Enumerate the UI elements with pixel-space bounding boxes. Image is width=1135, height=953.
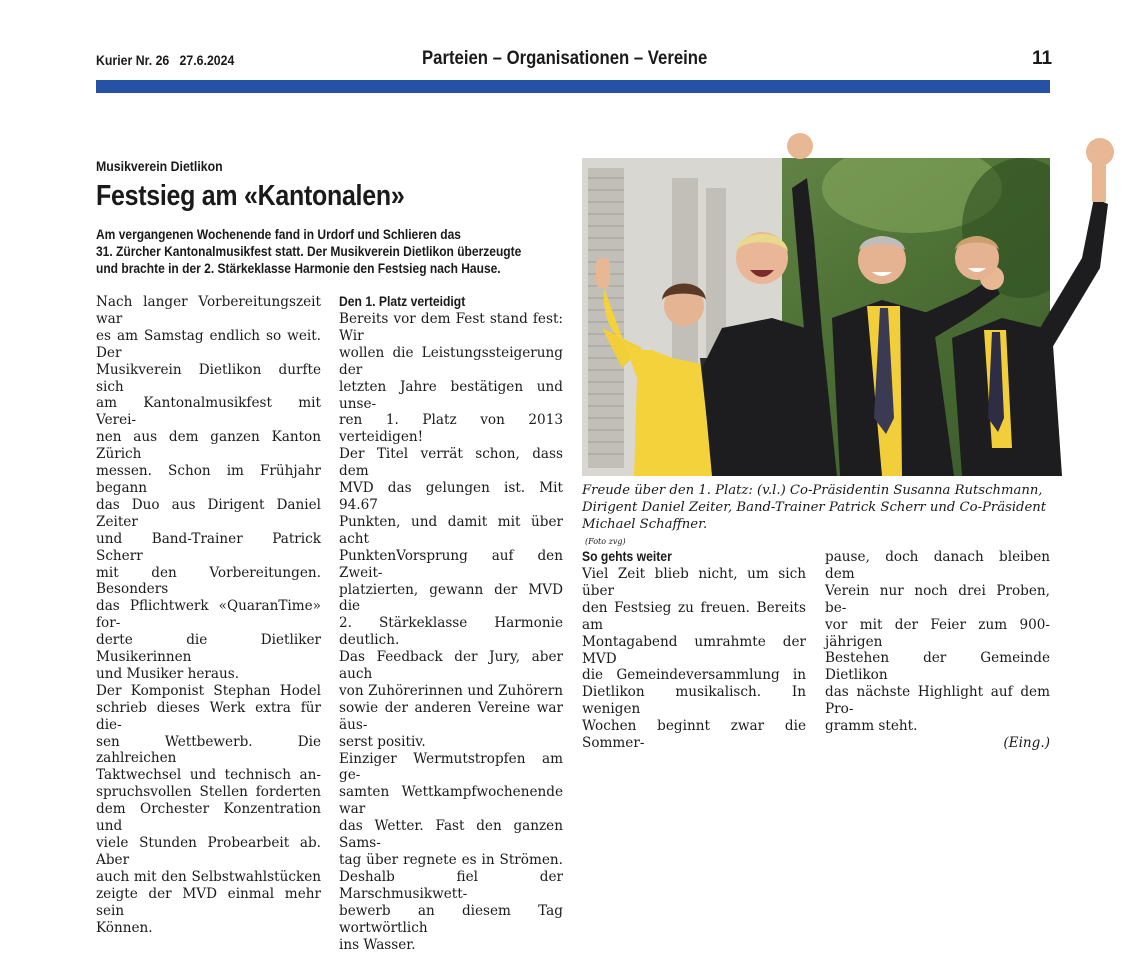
- photo-credit: (Foto zvg): [585, 537, 626, 546]
- text-line: gramm steht.: [825, 718, 918, 735]
- text-line: messen. Schon im Frühjahr begann: [96, 463, 321, 496]
- text-line: dem Orchester Konzentration und: [96, 801, 321, 835]
- article-lead: [96, 226, 568, 277]
- text-line: Dietlikon musikalisch. In wenigen: [582, 684, 806, 718]
- caption-line: Michael Schaffner. (Foto zvg): [582, 516, 1052, 550]
- text-line: auch mit den Selbstwahlstücken: [96, 868, 321, 885]
- text-line: Einziger Wermutstropfen am ge-: [339, 750, 563, 784]
- text-line: nen aus dem ganzen Kanton Zürich: [96, 429, 321, 463]
- text-line: am Kantonalmusikfest mit Verei-: [96, 395, 321, 429]
- text-line: und Musiker heraus.: [96, 665, 240, 682]
- text-line: das Duo aus Dirigent Daniel Zeiter: [96, 496, 321, 530]
- text-line: 2. Stärkeklasse Harmonie deutlich.: [339, 615, 563, 649]
- text-line: serst positiv.: [339, 733, 426, 750]
- text-line: den Festsieg zu freuen. Bereits am: [582, 599, 806, 633]
- column-3: [582, 566, 806, 752]
- issue-number: Kurier Nr. 26: [96, 52, 170, 68]
- text-line: Punkten, und damit mit über acht: [339, 513, 563, 547]
- text-line: vor mit der Feier zum 900-jährigen: [825, 616, 1050, 650]
- text-line: Das Feedback der Jury, aber auch: [339, 649, 563, 683]
- text-line: pause, doch danach bleiben dem: [825, 549, 1050, 582]
- caption-line: Dirigent Daniel Zeiter, Band-Trainer Patrick Scherr und Co-Präsident: [582, 500, 1047, 515]
- text-line: spruchsvollen Stellen forderten: [96, 784, 321, 801]
- article-signoff: (Eing.): [1003, 734, 1050, 751]
- lead-line: Am vergangenen Wochenende fand in Urdorf und Schlieren das: [96, 227, 461, 242]
- text-line: letzten Jahre bestätigen und unse-: [339, 378, 563, 412]
- text-line: das nächste Highlight auf dem Pro-: [825, 684, 1050, 718]
- text-line: viele Stunden Probearbeit ab. Aber: [96, 835, 321, 868]
- column-4: [825, 549, 1050, 752]
- text-line: das Pflichtwerk «QuaranTime» for-: [96, 598, 321, 632]
- text-line: die Gemeindeversammlung in: [582, 667, 806, 684]
- band-photo: [582, 118, 1120, 476]
- section-title: Parteien – Organisationen – Vereine: [422, 48, 708, 69]
- issue-date: 27.6.2024: [179, 52, 235, 68]
- column-1: [96, 294, 321, 936]
- header-rule: [96, 80, 1050, 93]
- text-line: Können.: [96, 919, 153, 936]
- article-headline: Festsieg am «Kantonalen»: [96, 180, 405, 212]
- subhead-first-place: Den 1. Platz verteidigt: [339, 294, 466, 309]
- page-number: 11: [1032, 48, 1053, 69]
- text-line: Wochen beginnt zwar die Sommer-: [582, 718, 806, 752]
- text-line: es am Samstag endlich so weit. Der: [96, 327, 321, 361]
- lead-line: 31. Zürcher Kantonalmusikfest statt. Der Musikverein Dietlikon überzeugte: [96, 244, 522, 259]
- text-line: Musikverein Dietlikon durfte sich: [96, 361, 321, 395]
- text-line: sen Wettbewerb. Die zahlreichen: [96, 733, 321, 767]
- text-line: platzierten, gewann der MVD die: [339, 581, 563, 615]
- text-line: das Wetter. Fast den ganzen Sams-: [339, 818, 563, 852]
- text-line: Der Komponist Stephan Hodel: [96, 682, 321, 699]
- lead-line: und brachte in der 2. Stärkeklasse Harmonie den Festsieg nach Hause.: [96, 261, 501, 276]
- subhead-whats-next: So gehts weiter: [582, 549, 672, 564]
- article-kicker: Musikverein Dietlikon: [96, 158, 223, 174]
- text-line: ren 1. Platz von 2013 verteidigen!: [339, 412, 563, 446]
- text-line: derte die Dietliker Musikerinnen: [96, 632, 321, 666]
- text-line: sowie der anderen Vereine war äus-: [339, 699, 563, 733]
- text-line: bewerb an diesem Tag wortwörtlich: [339, 902, 563, 936]
- text-line: PunktenVorsprung auf den Zweit-: [339, 547, 563, 581]
- text-line: Montagabend umrahmte der MVD: [582, 633, 806, 667]
- text-line: Deshalb fiel der Marschmusikwett-: [339, 868, 563, 902]
- text-line: Taktwechsel und technisch an-: [96, 767, 321, 784]
- text-line: samten Wettkampfwochenende war: [339, 784, 563, 818]
- text-line: Der Titel verrät schon, dass dem: [339, 446, 563, 480]
- text-line: und Band-Trainer Patrick Scherr: [96, 530, 321, 564]
- text-line: Bereits vor dem Fest stand fest: Wir: [339, 311, 563, 344]
- text-line: von Zuhörerinnen und Zuhörern: [339, 682, 563, 699]
- text-line: wollen die Leistungssteigerung der: [339, 344, 563, 378]
- text-line: MVD das gelungen ist. Mit 94.67: [339, 480, 563, 513]
- text-line: Nach langer Vorbereitungszeit war: [96, 294, 321, 327]
- text-line: ins Wasser.: [339, 936, 416, 953]
- text-line: zeigte der MVD einmal mehr sein: [96, 885, 321, 919]
- text-line: tag über regnete es in Strömen.: [339, 852, 563, 868]
- text-line: schrieb dieses Werk extra für die-: [96, 699, 321, 733]
- text-line: mit den Vorbereitungen. Besonders: [96, 564, 321, 598]
- text-line: Verein nur noch drei Proben, be-: [825, 582, 1050, 616]
- column-2: [339, 311, 563, 953]
- caption-line: Freude über den 1. Platz: (v.l.) Co-Präsidentin Susanna Rutschmann,: [582, 483, 1043, 498]
- issue-info: [96, 52, 234, 68]
- photo-caption: [582, 482, 1052, 550]
- text-line: Viel Zeit blieb nicht, um sich über: [582, 566, 806, 599]
- text-line: Bestehen der Gemeinde Dietlikon: [825, 650, 1050, 684]
